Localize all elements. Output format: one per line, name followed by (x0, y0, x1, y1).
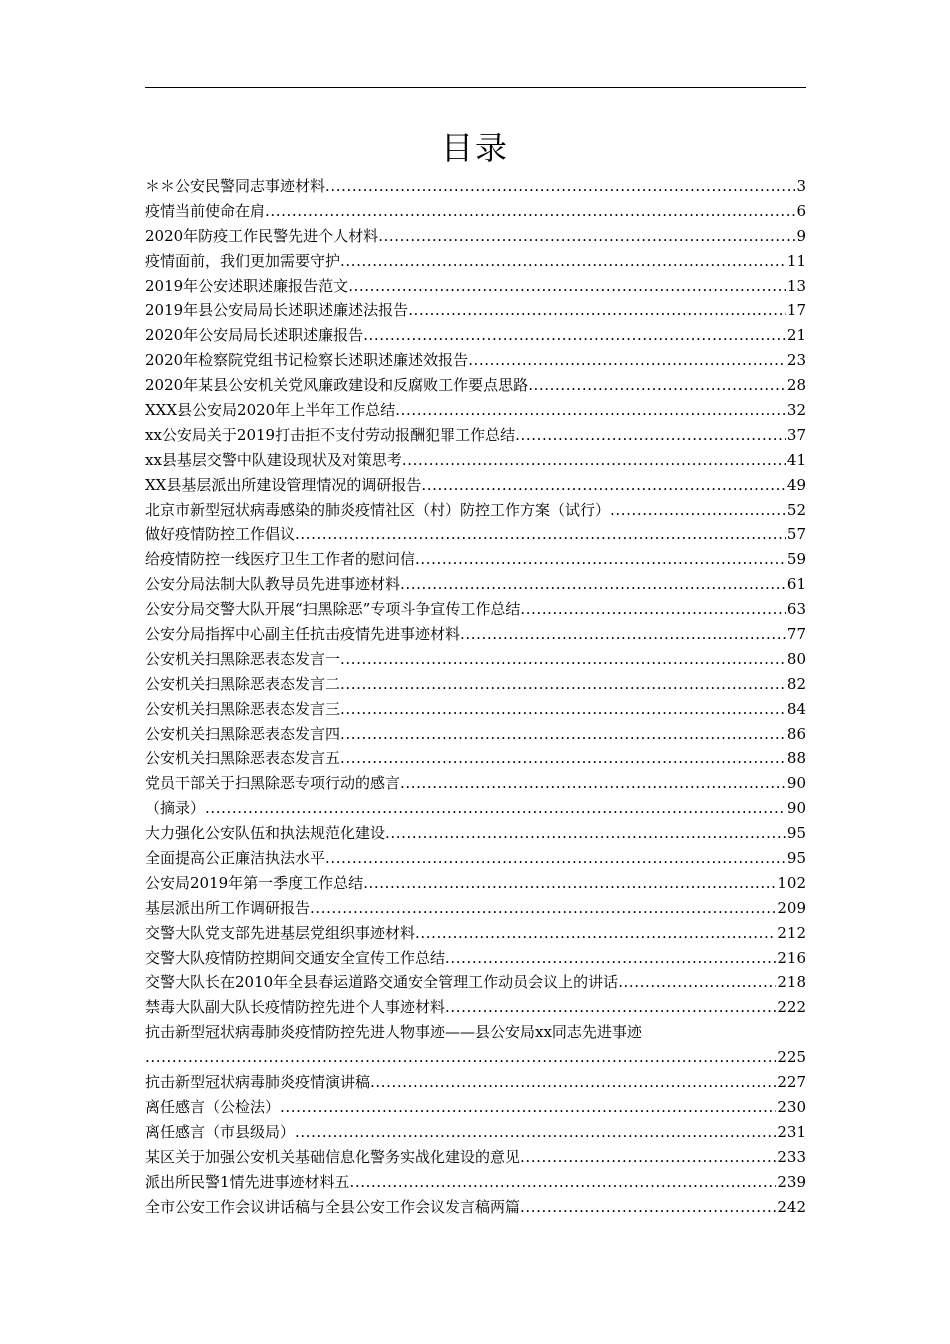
toc-page-number: 90 (786, 774, 806, 793)
toc-page-number: 32 (786, 401, 806, 419)
toc-entry[interactable] (145, 1195, 806, 1220)
toc-page-number: 209 (777, 898, 806, 917)
toc-entry-title: 基层派出所工作调研报告 (145, 898, 311, 917)
toc-entry-title: 交警大队疫情防控期间交通安全宣传工作总结 (145, 948, 446, 967)
toc-page-number: 41 (786, 450, 806, 469)
toc-entry-title: 抗击新型冠状病毒肺炎疫情演讲稿 (145, 1073, 371, 1092)
toc-page-number: 57 (786, 525, 806, 544)
toc-entry[interactable] (145, 1020, 806, 1070)
toc-entry-title: XXX县公安局2020年上半年工作总结 (145, 401, 396, 419)
toc-entry-title: 2020年检察院党组书记检察长述职述廉述效报告 (145, 351, 469, 370)
toc-page-number: 28 (786, 376, 806, 395)
toc-dot-leader (348, 274, 786, 299)
toc-page-number: 61 (786, 575, 806, 594)
toc-page-number: 86 (786, 724, 806, 743)
toc-entry[interactable] (145, 796, 806, 821)
toc-dot-leader (370, 1070, 776, 1095)
toc-entry[interactable] (145, 846, 806, 871)
toc-page-number: 218 (777, 973, 806, 992)
toc-dot-leader (421, 473, 786, 498)
toc-entry-title: 2020年防疫工作民警先进个人材料 (145, 226, 379, 245)
toc-entry[interactable] (145, 249, 806, 274)
toc-dot-leader (515, 423, 786, 448)
toc-page-number: 6 (796, 201, 806, 220)
toc-dot-leader (460, 622, 786, 647)
toc-page-number: 80 (786, 649, 806, 668)
toc-page-number: 212 (777, 923, 806, 942)
toc-dot-leader (400, 572, 786, 597)
toc-page-number: 95 (786, 824, 806, 843)
toc-dot-leader (408, 298, 786, 323)
toc-dot-leader (528, 373, 786, 398)
toc-entry[interactable] (145, 423, 806, 448)
toc-entry-title: 2020年公安局局长述职述廉报告 (145, 326, 364, 345)
toc-entry-title: 公安机关扫黑除恶表态发言二 (145, 674, 341, 693)
toc-page-number: 11 (786, 251, 806, 270)
toc-dot-leader (378, 224, 795, 249)
toc-dot-leader (340, 249, 786, 274)
table-of-contents (145, 174, 806, 1219)
toc-entry-title: 党员干部关于扫黑除恶专项行动的感言 (145, 774, 401, 793)
toc-entry[interactable] (145, 199, 806, 224)
toc-entry[interactable] (145, 1145, 806, 1170)
toc-entry[interactable] (145, 1170, 806, 1195)
toc-entry-title: xx公安局关于2019打击拒不支付劳动报酬犯罪工作总结 (145, 425, 516, 444)
toc-entry[interactable] (145, 946, 806, 971)
toc-page-number: 242 (777, 1197, 806, 1216)
toc-entry[interactable] (145, 298, 806, 323)
toc-entry-title: 交警大队长在2010年全县春运道路交通安全管理工作动员会议上的讲话 (145, 973, 619, 992)
toc-entry-title: 做好疫情防控工作倡议 (145, 525, 296, 544)
toc-dot-leader (520, 1195, 776, 1220)
toc-page-number: 3 (796, 176, 806, 195)
toc-dot-leader (415, 547, 786, 572)
toc-dot-leader (340, 647, 786, 672)
toc-entry[interactable] (145, 473, 806, 498)
toc-entry-title: 公安机关扫黑除恶表态发言五 (145, 749, 341, 768)
toc-entry-title: 某区关于加强公安机关基础信息化警务实战化建设的意见 (145, 1147, 521, 1166)
toc-page-number: 13 (786, 276, 806, 295)
header-rule (145, 87, 806, 88)
toc-dot-leader (325, 846, 786, 871)
toc-entry-title: xx县基层交警中队建设现状及对策思考 (145, 450, 402, 469)
toc-page-number: 225 (777, 1048, 806, 1067)
toc-dot-leader (325, 174, 795, 199)
toc-entry-title: 全市公安工作会议讲话稿与全县公安工作会议发言稿两篇 (145, 1197, 521, 1216)
toc-page-number: 88 (786, 749, 806, 768)
toc-page-number: 23 (786, 351, 806, 370)
toc-entry-title: 疫情当前使命在肩 (145, 201, 266, 220)
toc-entry[interactable] (145, 174, 806, 199)
toc-dot-leader (310, 896, 776, 921)
toc-page-number: 63 (786, 600, 806, 619)
toc-dot-leader (363, 871, 776, 896)
toc-dot-leader (265, 199, 795, 224)
toc-dot-leader (145, 1045, 776, 1070)
toc-dot-leader (520, 597, 786, 622)
toc-entry-title: 公安分局指挥中心副主任抗击疫情先进事迹材料 (145, 625, 461, 644)
toc-page-number: 59 (786, 550, 806, 569)
toc-page-number: 9 (796, 226, 806, 245)
toc-entry[interactable] (145, 498, 806, 523)
toc-entry[interactable] (145, 647, 806, 672)
toc-dot-leader (610, 498, 786, 523)
toc-entry[interactable] (145, 398, 806, 423)
toc-entry[interactable] (145, 871, 806, 896)
toc-entry[interactable] (145, 224, 806, 249)
toc-dot-leader (340, 746, 786, 771)
toc-page-number: 52 (786, 500, 806, 519)
toc-entry-title: 离任感言（公检法） (145, 1097, 281, 1116)
toc-entry-title: 全面提高公正廉洁执法水平 (145, 849, 326, 868)
toc-page-number: 216 (777, 948, 806, 967)
toc-page-number: 231 (777, 1122, 806, 1141)
toc-dot-leader (402, 448, 786, 473)
toc-entry[interactable] (145, 547, 806, 572)
toc-entry-title: 交警大队党支部先进基层党组织事迹材料 (145, 923, 416, 942)
toc-page-number: 77 (786, 625, 806, 644)
toc-page-number: 102 (777, 873, 806, 892)
toc-entry-title: 公安局2019年第一季度工作总结 (145, 873, 364, 892)
toc-page-number: 230 (777, 1097, 806, 1116)
toc-entry[interactable] (145, 821, 806, 846)
toc-entry-title: 派出所民警1情先进事迹材料五 (145, 1172, 350, 1191)
toc-page-number: 49 (786, 475, 806, 494)
toc-entry[interactable] (145, 373, 806, 398)
toc-page-number: 95 (786, 849, 806, 868)
toc-dot-leader (445, 995, 776, 1020)
toc-entry-title: ＊＊公安民警同志事迹材料 (145, 176, 326, 195)
toc-entry-title: 公安分局交警大队开展“扫黑除恶”专项斗争宣传工作总结 (145, 600, 521, 619)
toc-entry-title: 大力强化公安队伍和执法规范化建设 (145, 824, 386, 843)
toc-entry[interactable] (145, 323, 806, 348)
toc-dot-leader (415, 921, 776, 946)
toc-entry-title: XX县基层派出所建设管理情况的调研报告 (145, 475, 422, 494)
toc-entry-title: 2019年县公安局局长述职述廉述法报告 (145, 301, 409, 320)
toc-entry[interactable] (145, 1120, 806, 1145)
toc-dot-leader (363, 323, 786, 348)
toc-entry[interactable] (145, 572, 806, 597)
toc-dot-leader (340, 722, 786, 747)
toc-entry-title: 2019年公安述职述廉报告范文 (145, 276, 349, 295)
toc-entry[interactable] (145, 597, 806, 622)
toc-dot-leader (340, 672, 786, 697)
toc-entry[interactable] (145, 1095, 806, 1120)
toc-entry-title: 北京市新型冠状病毒感染的肺炎疫情社区（村）防控工作方案（试行） (145, 500, 611, 519)
toc-page-number: 21 (786, 326, 806, 345)
toc-entry[interactable] (145, 771, 806, 796)
toc-entry-title: 给疫情防控一线医疗卫生工作者的慰问信 (145, 550, 416, 569)
toc-dot-leader (395, 398, 786, 423)
toc-entry-title: 公安分局法制大队教导员先进事迹材料 (145, 575, 401, 594)
toc-page-number: 82 (786, 674, 806, 693)
toc-dot-leader (340, 697, 786, 722)
toc-page-number: 90 (786, 799, 806, 818)
toc-page-number: 84 (786, 699, 806, 718)
toc-entry[interactable] (145, 672, 806, 697)
toc-entry[interactable] (145, 522, 806, 547)
toc-page-number: 17 (786, 301, 806, 320)
toc-entry[interactable] (145, 348, 806, 373)
toc-dot-leader (280, 1095, 776, 1120)
toc-entry[interactable] (145, 274, 806, 299)
toc-dot-leader (445, 946, 776, 971)
toc-dot-leader (400, 771, 786, 796)
toc-dot-leader (205, 796, 786, 821)
toc-page-number: 37 (786, 425, 806, 444)
toc-entry[interactable] (145, 995, 806, 1020)
toc-page-number: 227 (777, 1073, 806, 1092)
toc-page-number: 233 (777, 1147, 806, 1166)
toc-entry-title: 2020年某县公安机关党风廉政建设和反腐败工作要点思路 (145, 376, 529, 395)
toc-dot-leader (295, 522, 786, 547)
toc-entry[interactable] (145, 896, 806, 921)
toc-entry[interactable] (145, 448, 806, 473)
toc-entry-title: （摘录） (145, 799, 206, 818)
toc-dot-leader (385, 821, 786, 846)
toc-page-number: 222 (777, 998, 806, 1017)
toc-entry[interactable] (145, 921, 806, 946)
toc-dot-leader (520, 1145, 776, 1170)
toc-dot-leader (618, 970, 776, 995)
toc-entry-title: 公安机关扫黑除恶表态发言三 (145, 699, 341, 718)
toc-title: 目录 (440, 129, 509, 167)
toc-dot-leader (350, 1170, 777, 1195)
toc-entry-title: 公安机关扫黑除恶表态发言一 (145, 649, 341, 668)
toc-page-number: 239 (777, 1172, 806, 1191)
toc-entry[interactable] (145, 622, 806, 647)
toc-dot-leader (468, 348, 786, 373)
toc-entry[interactable] (145, 1070, 806, 1095)
toc-entry[interactable] (145, 722, 806, 747)
toc-entry-title: 离任感言（市县级局） (145, 1122, 296, 1141)
toc-entry-title: 禁毒大队副大队长疫情防控先进个人事迹材料 (145, 998, 446, 1017)
toc-entry[interactable] (145, 971, 806, 996)
toc-entry-title: 公安机关扫黑除恶表态发言四 (145, 724, 341, 743)
toc-entry[interactable] (145, 746, 806, 771)
toc-entry[interactable] (145, 697, 806, 722)
toc-dot-leader (295, 1120, 776, 1145)
toc-entry-title: 抗击新型冠状病毒肺炎疫情防控先进人物事迹——县公安局xx同志先进事迹 (145, 1023, 642, 1042)
toc-entry-title: 疫情面前，我们更加需要守护 (145, 251, 341, 270)
